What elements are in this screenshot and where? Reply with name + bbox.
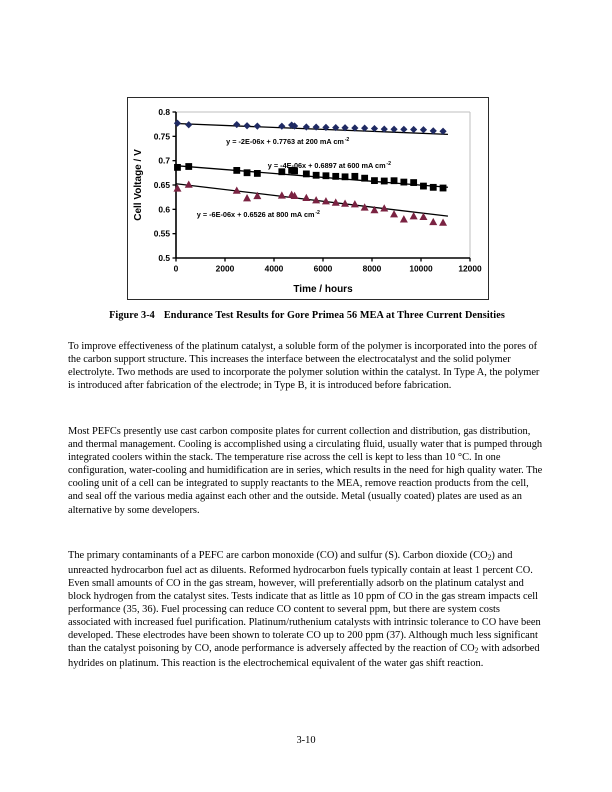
data-point-triangle — [351, 200, 359, 207]
body-paragraph-1 — [68, 340, 545, 392]
y-axis-tick-label: 0.55 — [153, 228, 170, 239]
data-point-square — [332, 173, 339, 180]
data-point-square — [351, 173, 358, 180]
data-point-diamond — [233, 121, 240, 128]
y-axis-tick-label: 0.6 — [158, 204, 170, 215]
page-number-footer: 3-10 — [296, 735, 316, 746]
data-point-diamond — [174, 120, 181, 127]
x-axis-title: Time / hours — [293, 284, 353, 295]
y-axis-tick-label: 0.75 — [153, 131, 170, 142]
y-axis-title: Cell Voltage / V — [133, 149, 144, 221]
data-point-square — [410, 179, 417, 186]
data-point-square — [400, 179, 407, 186]
x-axis-tick-label: 12000 — [458, 263, 482, 274]
figure-caption-label: Figure 3-4 — [109, 310, 155, 321]
data-point-square — [430, 184, 437, 191]
data-point-square — [323, 172, 330, 179]
trendline-equation-label: y = -6E-06x + 0.6526 at 800 mA cm — [196, 209, 315, 219]
data-point-square — [244, 169, 251, 176]
paragraph-text: To improve effectiveness of the platinum catalyst, a soluble form of the polymer is incorporated into the pores of the carbon support structure. This increases the interface between the electrocatalyst and the solid polymer electrolyte. Two methods are used to incorporate the polymer solution within the catalyst. In Type A, the polymer is introduced after fabrication of the electrode; in Type B, it is introduced before fabrication. — [68, 341, 540, 392]
series-triangle — [173, 181, 447, 226]
y-axis-tick-label: 0.65 — [153, 180, 170, 190]
data-point-diamond — [410, 126, 417, 133]
data-point-triangle — [302, 194, 310, 201]
data-point-triangle — [278, 191, 286, 198]
data-point-diamond — [185, 121, 192, 128]
data-point-triangle — [439, 218, 447, 225]
figure-caption-text: Endurance Test Results for Gore Primea 56 MEA at Three Current Densities — [163, 310, 505, 321]
trendline-equation-label: y = -4E-06x + 0.6897 at 600 mA cm — [267, 161, 386, 171]
data-point-square — [233, 167, 240, 174]
x-axis-tick-label: 10000 — [409, 263, 433, 274]
body-paragraph-2 — [68, 425, 545, 517]
data-point-square — [185, 163, 192, 170]
data-point-square — [174, 164, 181, 171]
x-axis-tick-label: 8000 — [362, 263, 382, 274]
paragraph-text: Most PEFCs presently use cast carbon composite plates for current collection and distribution, gas distribution, and thermal management. Cooling is accomplished using a circulating fluid, usually water that is pumped through integrated coolers within the stack. The temperature rise across the cell is kept to less than 10 °C. In one configuration, water-cooling and humidification are in series, which results in the need for high quality water. The cooling unit of a cell can be integrated to supply reactants to the MEA, remove reaction products from the cell, and seal off the various media against each other and the outside. Metal (usually coated) plates are used as an alternative by some developers. — [68, 426, 543, 516]
data-point-square — [303, 171, 310, 178]
paragraph-text: The primary contaminants of a PEFC are carbon monoxide (CO) and sulfur (S). Carbon dioxide $(CO_2)$ and unreacted hydrocarbon fuel act as diluents. Reformed hydrocarbon fuels typically contain at least 1 percent CO. Even small amounts of CO in the gas stream, however, will preferentially adsorb on the platinum catalyst and block hydrogen from the catalyst sites. Tests indicate that as little as 10 ppm of CO in the gas stream impacts cell performance (35, 36). Fuel processing can reduce CO content to several ppm, but there are system costs associated with increased fuel purification. Platinum/ruthenium catalysts with intrinsic tolerance to CO have been developed. These electrodes have been shown to tolerate CO up to 200 ppm (37). Although much less significant than the catalyst poisoning by CO, anode performance is adversely affected by the reaction of $CO_2$ with adsorbed hydrides on platinum. This reaction is the electrochemical equivalent of the water gas shift reaction. — [68, 550, 541, 670]
x-axis-tick-label: 2000 — [215, 263, 235, 274]
y-axis-tick-label: 0.5 — [158, 253, 170, 263]
data-point-square — [361, 175, 368, 182]
x-axis-tick-label: 4000 — [264, 263, 284, 274]
data-point-square — [254, 170, 261, 177]
data-point-square — [381, 178, 388, 185]
data-point-square — [313, 172, 320, 179]
data-point-triangle — [410, 212, 418, 219]
data-point-triangle — [390, 210, 398, 217]
equation-superscript: -2 — [315, 209, 320, 216]
data-point-square — [420, 183, 427, 190]
y-axis-tick-label: 0.7 — [158, 155, 170, 166]
trendline-equation-label: y = -2E-06x + 0.7763 at 200 mA cm — [226, 136, 344, 146]
data-point-triangle — [243, 194, 251, 201]
x-axis-tick-label: 6000 — [313, 263, 333, 274]
data-point-diamond — [303, 123, 310, 130]
figure-chart-container — [127, 97, 489, 300]
data-point-diamond — [420, 126, 427, 133]
data-point-diamond — [243, 122, 250, 129]
data-point-triangle — [185, 181, 193, 188]
trendline-diamond — [176, 124, 448, 135]
data-point-triangle — [429, 218, 437, 225]
equation-superscript: -2 — [386, 161, 391, 168]
body-paragraph-3 — [68, 549, 545, 670]
data-point-diamond — [278, 123, 285, 130]
x-axis-tick-label: 0 — [173, 263, 179, 274]
data-point-square — [342, 173, 349, 180]
y-axis-tick-label: 0.8 — [158, 107, 170, 117]
data-point-diamond — [254, 123, 261, 130]
data-point-square — [371, 177, 378, 184]
data-point-triangle — [400, 215, 408, 222]
data-point-square — [440, 185, 447, 192]
endurance-test-scatter-chart — [128, 98, 488, 299]
equation-superscript: -2 — [344, 136, 350, 143]
figure-caption — [68, 310, 546, 321]
data-point-square — [391, 177, 398, 184]
